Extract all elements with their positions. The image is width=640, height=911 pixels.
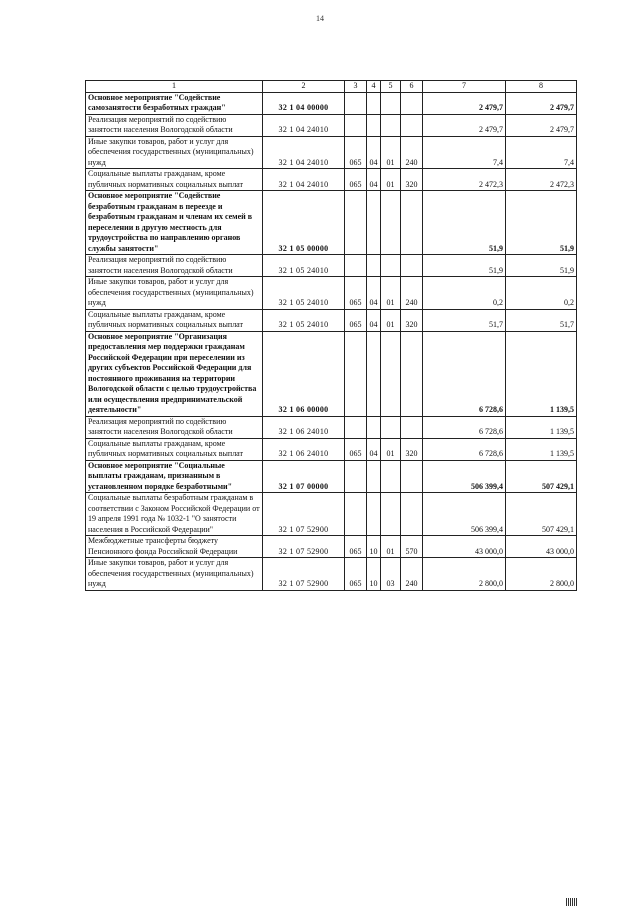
row-code: 32 1 06 24010: [263, 438, 345, 460]
row-code: 32 1 05 00000: [263, 191, 345, 255]
table-header-row: [86, 81, 577, 93]
row-name: Основное мероприятие "Содействие безработным гражданам в переезде и безработным гражданам и членам их семей в переселении в другую местность для трудоустройства по направлению органов службы занятости": [86, 191, 263, 255]
row-amount-year-2: 51,7: [506, 309, 577, 331]
row-ministry: [345, 114, 367, 136]
row-code: 32 1 04 24010: [263, 136, 345, 169]
row-section: [367, 331, 381, 416]
row-name: Основное мероприятие "Организация предоставления мер поддержки гражданам Российской Федерации при переселении из других субъектов Российской Федерации для постоянного проживания на территории Вологодской области с целью трудоустройства или осуществления предпринимательской деятельности": [86, 331, 263, 416]
row-name: Иные закупки товаров, работ и услуг для обеспечения государственных (муниципальных) нужд: [86, 277, 263, 310]
row-code: 32 1 07 52900: [263, 493, 345, 536]
row-name: Реализация мероприятий по содействию занятости населения Вологодской области: [86, 416, 263, 438]
row-amount-year-1: 0,2: [423, 277, 506, 310]
table-row: [86, 92, 577, 114]
row-section: 04: [367, 169, 381, 191]
row-name: Межбюджетные трансферты бюджету Пенсионного фонда Российской Федерации: [86, 536, 263, 558]
row-ministry: [345, 92, 367, 114]
header-col-6: 6: [401, 81, 423, 93]
row-code: 32 1 04 00000: [263, 92, 345, 114]
row-subsection: 03: [381, 558, 401, 591]
row-section: 10: [367, 558, 381, 591]
row-subsection: 01: [381, 136, 401, 169]
header-col-8: 8: [506, 81, 577, 93]
row-expense-type: 240: [401, 558, 423, 591]
row-name: Социальные выплаты безработным гражданам в соответствии с Законом Российской Федерации от 19 апреля 1991 года № 1032-1 "О занятости населения в Российской Федерации": [86, 493, 263, 536]
row-expense-type: [401, 255, 423, 277]
row-expense-type: 570: [401, 536, 423, 558]
row-subsection: [381, 416, 401, 438]
row-section: [367, 493, 381, 536]
row-expense-type: 320: [401, 169, 423, 191]
row-amount-year-2: 0,2: [506, 277, 577, 310]
row-amount-year-2: 2 479,7: [506, 114, 577, 136]
header-col-3: 3: [345, 81, 367, 93]
row-expense-type: 240: [401, 277, 423, 310]
row-subsection: [381, 331, 401, 416]
row-amount-year-2: 1 139,5: [506, 331, 577, 416]
row-expense-type: [401, 92, 423, 114]
row-subsection: [381, 92, 401, 114]
row-code: 32 1 05 24010: [263, 309, 345, 331]
table-row: [86, 309, 577, 331]
row-name: Основное мероприятие "Социальные выплаты гражданам, признанным в установленном порядке безработными": [86, 460, 263, 493]
row-expense-type: [401, 191, 423, 255]
page-number: 14: [316, 14, 324, 23]
table-row: [86, 536, 577, 558]
row-ministry: 065: [345, 536, 367, 558]
row-section: [367, 255, 381, 277]
header-col-2: 2: [263, 81, 345, 93]
row-amount-year-1: 6 728,6: [423, 438, 506, 460]
row-ministry: [345, 331, 367, 416]
row-section: [367, 92, 381, 114]
row-amount-year-1: 6 728,6: [423, 331, 506, 416]
row-amount-year-2: 507 429,1: [506, 460, 577, 493]
row-amount-year-1: 2 472,3: [423, 169, 506, 191]
budget-table: [85, 80, 577, 591]
row-ministry: 065: [345, 277, 367, 310]
row-expense-type: [401, 114, 423, 136]
row-amount-year-1: 51,9: [423, 255, 506, 277]
row-amount-year-1: 506 399,4: [423, 493, 506, 536]
row-name: Иные закупки товаров, работ и услуг для обеспечения государственных (муниципальных) нужд: [86, 558, 263, 591]
barcode-mark: [566, 893, 586, 901]
row-name: Социальные выплаты гражданам, кроме публичных нормативных социальных выплат: [86, 169, 263, 191]
row-expense-type: [401, 493, 423, 536]
row-code: 32 1 04 24010: [263, 169, 345, 191]
row-ministry: 065: [345, 136, 367, 169]
table-row: [86, 416, 577, 438]
row-name: Социальные выплаты гражданам, кроме публичных нормативных социальных выплат: [86, 309, 263, 331]
table-row: [86, 277, 577, 310]
row-ministry: 065: [345, 309, 367, 331]
row-section: [367, 191, 381, 255]
row-code: 32 1 05 24010: [263, 277, 345, 310]
row-name: Реализация мероприятий по содействию занятости населения Вологодской области: [86, 114, 263, 136]
table-row: [86, 191, 577, 255]
row-ministry: 065: [345, 558, 367, 591]
row-ministry: 065: [345, 169, 367, 191]
row-subsection: [381, 460, 401, 493]
table-body: [86, 92, 577, 590]
table-row: [86, 169, 577, 191]
row-subsection: [381, 191, 401, 255]
row-subsection: 01: [381, 438, 401, 460]
row-section: 04: [367, 438, 381, 460]
table-row: [86, 438, 577, 460]
header-col-5: 5: [381, 81, 401, 93]
row-name: Социальные выплаты гражданам, кроме публичных нормативных социальных выплат: [86, 438, 263, 460]
row-ministry: [345, 255, 367, 277]
row-amount-year-2: 1 139,5: [506, 438, 577, 460]
row-expense-type: [401, 331, 423, 416]
row-amount-year-2: 2 479,7: [506, 92, 577, 114]
row-code: 32 1 06 00000: [263, 331, 345, 416]
row-expense-type: 320: [401, 438, 423, 460]
row-section: 04: [367, 136, 381, 169]
row-amount-year-2: 51,9: [506, 191, 577, 255]
row-amount-year-1: 6 728,6: [423, 416, 506, 438]
row-amount-year-1: 506 399,4: [423, 460, 506, 493]
table-row: [86, 558, 577, 591]
row-section: [367, 114, 381, 136]
header-col-4: 4: [367, 81, 381, 93]
row-subsection: [381, 114, 401, 136]
row-expense-type: 240: [401, 136, 423, 169]
row-subsection: 01: [381, 536, 401, 558]
row-name: Основное мероприятие "Содействие самозанятости безработных граждан": [86, 92, 263, 114]
row-subsection: 01: [381, 309, 401, 331]
row-section: [367, 460, 381, 493]
row-code: 32 1 05 24010: [263, 255, 345, 277]
row-ministry: [345, 460, 367, 493]
row-expense-type: [401, 416, 423, 438]
row-ministry: [345, 191, 367, 255]
row-subsection: [381, 493, 401, 536]
row-code: 32 1 07 00000: [263, 460, 345, 493]
table-row: [86, 331, 577, 416]
row-expense-type: [401, 460, 423, 493]
row-amount-year-1: 51,7: [423, 309, 506, 331]
row-name: Реализация мероприятий по содействию занятости населения Вологодской области: [86, 255, 263, 277]
row-amount-year-1: 43 000,0: [423, 536, 506, 558]
table-row: [86, 136, 577, 169]
row-amount-year-2: 1 139,5: [506, 416, 577, 438]
row-ministry: 065: [345, 438, 367, 460]
table-row: [86, 460, 577, 493]
row-subsection: 01: [381, 169, 401, 191]
table-row: [86, 114, 577, 136]
row-amount-year-1: 2 800,0: [423, 558, 506, 591]
row-section: 10: [367, 536, 381, 558]
row-expense-type: 320: [401, 309, 423, 331]
row-amount-year-1: 2 479,7: [423, 114, 506, 136]
row-name: Иные закупки товаров, работ и услуг для обеспечения государственных (муниципальных) нужд: [86, 136, 263, 169]
row-amount-year-1: 51,9: [423, 191, 506, 255]
row-section: [367, 416, 381, 438]
row-amount-year-1: 2 479,7: [423, 92, 506, 114]
row-amount-year-2: 7,4: [506, 136, 577, 169]
row-ministry: [345, 416, 367, 438]
row-code: 32 1 06 24010: [263, 416, 345, 438]
row-section: 04: [367, 277, 381, 310]
row-code: 32 1 04 24010: [263, 114, 345, 136]
header-col-1: 1: [86, 81, 263, 93]
row-amount-year-2: 507 429,1: [506, 493, 577, 536]
row-ministry: [345, 493, 367, 536]
row-amount-year-2: 51,9: [506, 255, 577, 277]
row-amount-year-1: 7,4: [423, 136, 506, 169]
row-amount-year-2: 2 472,3: [506, 169, 577, 191]
header-col-7: 7: [423, 81, 506, 93]
row-subsection: 01: [381, 277, 401, 310]
table-row: [86, 255, 577, 277]
row-subsection: [381, 255, 401, 277]
row-code: 32 1 07 52900: [263, 558, 345, 591]
row-section: 04: [367, 309, 381, 331]
row-amount-year-2: 2 800,0: [506, 558, 577, 591]
table-row: [86, 493, 577, 536]
row-code: 32 1 07 52900: [263, 536, 345, 558]
row-amount-year-2: 43 000,0: [506, 536, 577, 558]
